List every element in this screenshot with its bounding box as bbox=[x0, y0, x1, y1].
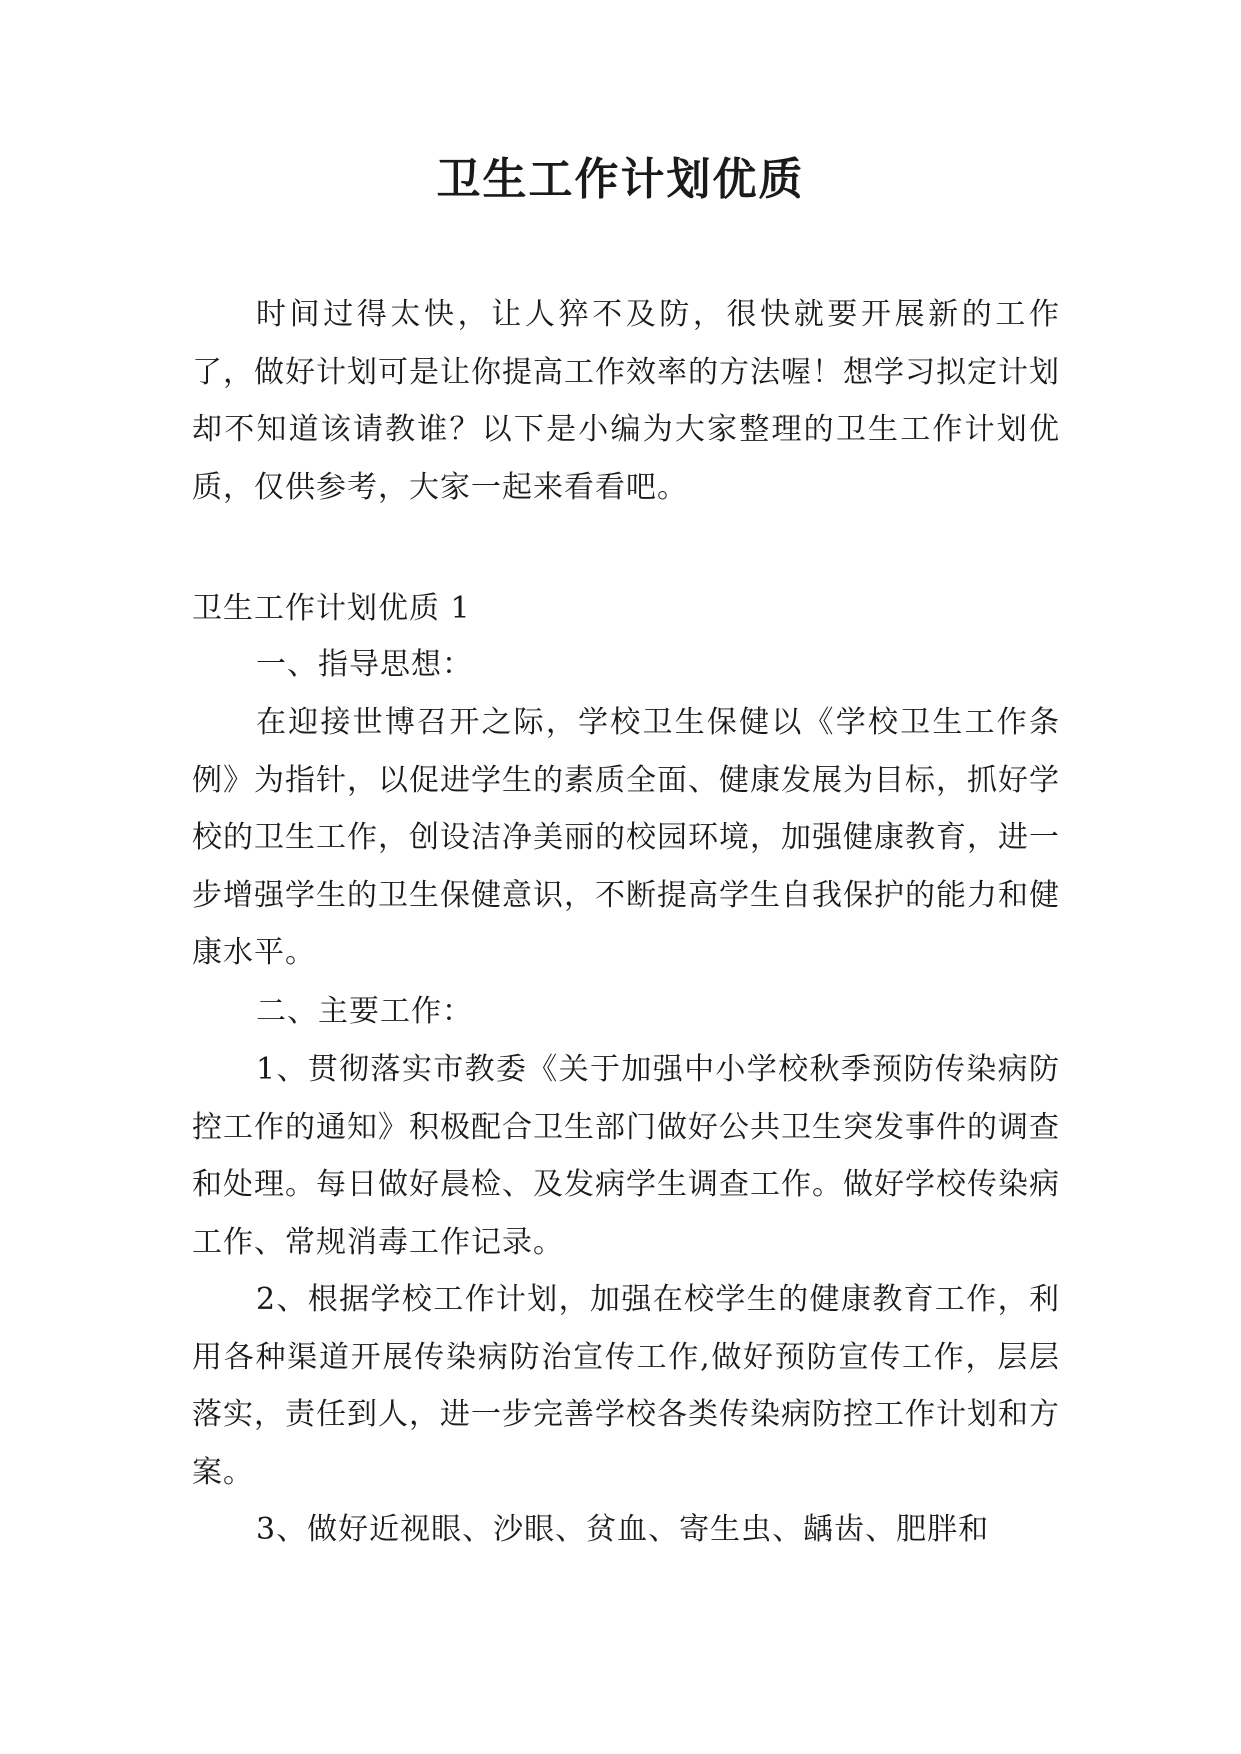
section-heading: 卫生工作计划优质 1 bbox=[192, 591, 471, 626]
intro-paragraph: 时间过得太快，让人猝不及防，很快就要开展新的工作了，做好计划可是让你提高工作效率的方法喔！想学习拟定计划却不知道该请教谁？以下是小编为大家整理的卫生工作计划优质，仅供参考，大家一起来看看吧。 bbox=[192, 297, 1060, 505]
document-title: 卫生工作计划优质 bbox=[436, 154, 805, 205]
heading-main-work: 二、主要工作： bbox=[256, 994, 473, 1029]
paragraph-work-item-3: 3、做好近视眼、沙眼、贫血、寄生虫、龋齿、肥胖和 bbox=[256, 1512, 990, 1547]
paragraph-work-item-2: 2、根据学校工作计划，加强在校学生的健康教育工作，利用各种渠道开展传染病防治宣传工作,做好预防宣传工作，层层落实，责任到人，进一步完善学校各类传染病防控工作计划和方案。 bbox=[192, 1282, 1060, 1490]
paragraph-work-item-1: 1、贯彻落实市教委《关于加强中小学校秋季预防传染病防控工作的通知》积极配合卫生部门做好公共卫生突发事件的调查和处理。每日做好晨检、及发病学生调查工作。做好学校传染病工作、常规消毒工作记录。 bbox=[192, 1052, 1060, 1260]
paragraph-guiding-ideology: 在迎接世博召开之际，学校卫生保健以《学校卫生工作条例》为指针，以促进学生的素质全面、健康发展为目标，抓好学校的卫生工作，创设洁净美丽的校园环境，加强健康教育，进一步增强学生的卫生保健意识，不断提高学生自我保护的能力和健康水平。 bbox=[192, 705, 1060, 970]
heading-guiding-ideology: 一、指导思想： bbox=[256, 647, 473, 682]
